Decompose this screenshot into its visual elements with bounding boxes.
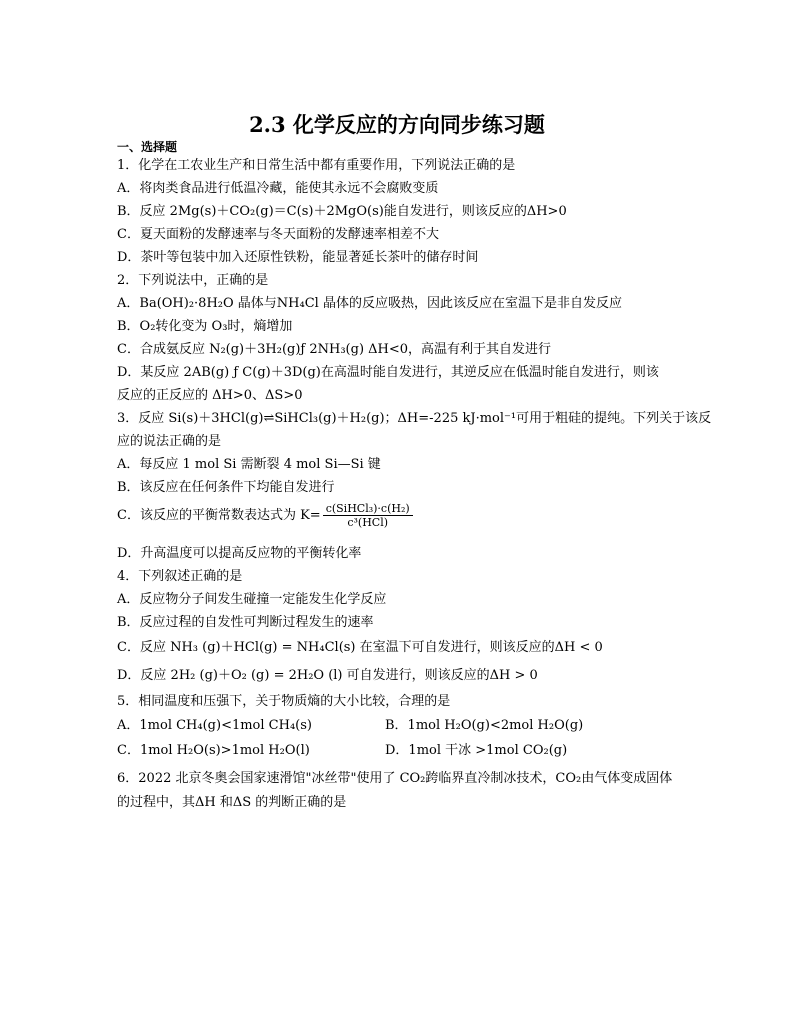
question-3-stem: 3．反应 Si(s)＋3HCl(g)⇌SiHCl₃(g)＋H₂(g)；ΔH=-225 kJ·mol⁻¹可用于粗硅的提纯。下列关于该反	[117, 411, 712, 426]
q3-option-c	[117, 502, 697, 529]
q5-row-1	[117, 717, 697, 735]
question-3-stem-cont: 应的说法正确的是	[117, 434, 222, 449]
question-2-stem: 2．下列说法中，正确的是	[117, 273, 269, 288]
question-5-stem: 5．相同温度和压强下，关于物质熵的大小比较，合理的是	[117, 694, 451, 709]
q5-option-b: B．1mol H₂O(g)<2mol H₂O(g)	[385, 718, 584, 733]
q5-option-d: D．1mol 干冰 >1mol CO₂(g)	[385, 743, 568, 758]
q5-option-a: A．1mol CH₄(g)<1mol CH₄(s)	[117, 718, 312, 733]
q3-option-b: B．该反应在任何条件下均能自发进行	[117, 480, 335, 495]
q3-option-d: D．升高温度可以提高反应物的平衡转化率	[117, 546, 362, 561]
question-1-stem: 1．化学在工农业生产和日常生活中都有重要作用，下列说法正确的是	[117, 158, 516, 173]
q4-option-b: B．反应过程的自发性可判断过程发生的速率	[117, 615, 374, 630]
q1-option-d: D．茶叶等包装中加入还原性铁粉，能显著延长茶叶的储存时间	[117, 250, 479, 265]
q2-option-a: A．Ba(OH)₂·8H₂O 晶体与NH₄Cl 晶体的反应吸热，因此该反应在室温下是非自发反应	[117, 296, 622, 311]
q1-option-a: A．将肉类食品进行低温冷藏，能使其永远不会腐败变质	[117, 181, 439, 196]
equilibrium-fraction	[323, 502, 413, 529]
question-6-stem-cont: 的过程中，其ΔH 和ΔS 的判断正确的是	[117, 795, 347, 810]
q1-option-b: B．反应 2Mg(s)＋CO₂(g)＝C(s)＋2MgO(s)能自发进行，则该反应的ΔH>0	[117, 204, 567, 219]
q1-option-c: C．夏天面粉的发酵速率与冬天面粉的发酵速率相差不大	[117, 227, 439, 242]
section-heading: 一、选择题	[117, 140, 178, 154]
fraction-numerator: c(SiHCl₃)·c(H₂)	[323, 502, 413, 516]
q5-row-2	[117, 742, 697, 760]
q2-option-b: B．O₂转化变为 O₃时，熵增加	[117, 319, 293, 334]
fraction-denominator: c³(HCl)	[347, 516, 389, 529]
q2-option-d: D．某反应 2AB(g) ƒ C(g)＋3D(g)在高温时能自发进行，其逆反应在低温时能自发进行，则该	[117, 365, 659, 380]
question-6-stem: 6．2022 北京冬奥会国家速滑馆"冰丝带"使用了 CO₂跨临界直冷制冰技术，CO₂由气体变成固体	[117, 771, 673, 786]
q2-option-c: C．合成氨反应 N₂(g)＋3H₂(g)ƒ 2NH₃(g) ΔH<0，高温有利于其自发进行	[117, 342, 552, 357]
q4-option-c: C．反应 NH₃ (g)＋HCl(g) = NH₄Cl(s) 在室温下可自发进行，则该反应的ΔH < 0	[117, 640, 603, 655]
question-4-stem: 4．下列叙述正确的是	[117, 569, 243, 584]
document-title: 2.3 化学反应的方向同步练习题	[249, 112, 545, 137]
q4-option-d: D．反应 2H₂ (g)＋O₂ (g) = 2H₂O (l) 可自发进行，则该反应的ΔH > 0	[117, 668, 538, 683]
q2-option-d-cont: 反应的正反应的 ΔH>0、ΔS>0	[117, 388, 303, 403]
q3c-prefix: C．该反应的平衡常数表达式为 K=	[117, 508, 321, 523]
q4-option-a: A．反应物分子间发生碰撞一定能发生化学反应	[117, 592, 387, 607]
q3-option-a: A．每反应 1 mol Si 需断裂 4 mol Si—Si 键	[117, 457, 381, 472]
q5-option-c: C．1mol H₂O(s)>1mol H₂O(l)	[117, 743, 310, 758]
